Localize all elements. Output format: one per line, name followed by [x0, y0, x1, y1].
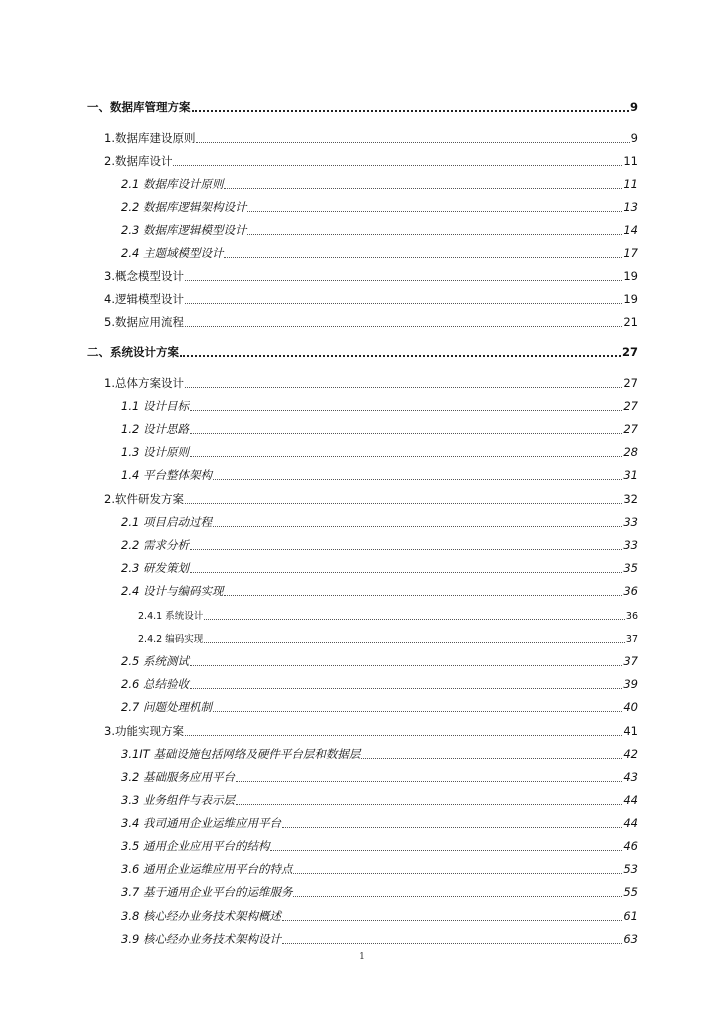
toc-entry[interactable]	[104, 375, 638, 391]
toc-entry-title: 3.5 通用企业应用平台的结构	[121, 839, 270, 853]
toc-entry[interactable]	[121, 769, 638, 785]
toc-entry-page: 33	[623, 515, 638, 529]
toc-entry[interactable]	[104, 723, 638, 739]
toc-leader-dots	[185, 303, 622, 304]
toc-entry-title: 2.1 项目启动过程	[121, 515, 212, 529]
toc-entry-title: 3.7 基于通用企业平台的运维服务	[121, 885, 293, 899]
toc-entry-page: 39	[623, 677, 638, 691]
toc-entry-title: 2.4 设计与编码实现	[121, 584, 224, 598]
toc-entry-title: 2.7 问题处理机制	[121, 700, 212, 714]
toc-entry[interactable]	[121, 560, 638, 576]
toc-entry-page: 55	[623, 885, 638, 899]
toc-entry-title: 3.9 核心经办业务技术架构设计	[121, 932, 281, 946]
toc-entry-title: 4.逻辑模型设计	[104, 292, 184, 306]
toc-entry-title: 1.总体方案设计	[104, 376, 184, 390]
toc-leader-dots	[204, 619, 625, 620]
toc-entry-title: 2.4 主题域模型设计	[121, 246, 224, 260]
toc-leader-dots	[213, 479, 622, 480]
toc-leader-dots	[173, 165, 622, 166]
toc-leader-dots	[224, 188, 622, 189]
toc-entry-page: 19	[623, 269, 638, 283]
toc-leader-dots	[190, 688, 622, 689]
toc-entry[interactable]	[121, 908, 638, 924]
toc-entry-title: 3.1IT 基础设施包括网络及硬件平台层和数据层	[121, 747, 361, 761]
toc-leader-dots	[224, 595, 622, 596]
toc-entry-title: 1.1 设计目标	[121, 399, 189, 413]
toc-leader-dots	[204, 642, 625, 643]
toc-leader-dots	[282, 920, 622, 921]
toc-entry[interactable]	[121, 467, 638, 483]
toc-entry[interactable]	[104, 291, 638, 307]
toc-entry-page: 11	[623, 154, 638, 168]
toc-entry-page: 27	[621, 345, 638, 359]
toc-entry[interactable]	[121, 537, 638, 553]
toc-entry[interactable]	[104, 153, 638, 169]
toc-entry[interactable]	[121, 653, 638, 669]
toc-entry-page: 28	[623, 445, 638, 459]
toc-entry-page: 9	[629, 100, 638, 114]
toc-leader-dots	[185, 326, 622, 327]
toc-entry[interactable]	[121, 792, 638, 808]
toc-entry-page: 53	[623, 862, 638, 876]
toc-entry-page: 37	[623, 654, 638, 668]
toc-leader-dots	[185, 387, 622, 388]
toc-entry-title: 1.2 设计思路	[121, 422, 189, 436]
toc-leader-dots	[190, 665, 622, 666]
toc-entry-page: 43	[623, 770, 638, 784]
toc-leader-dots	[270, 850, 622, 851]
toc-entry[interactable]	[121, 838, 638, 854]
toc-leader-dots	[192, 110, 629, 112]
toc-entry-title: 2.1 数据库设计原则	[121, 177, 224, 191]
toc-entry-title: 3.概念模型设计	[104, 269, 184, 283]
toc-leader-dots	[190, 572, 622, 573]
toc-entry[interactable]	[104, 491, 638, 507]
toc-entry-page: 42	[623, 747, 638, 761]
toc-entry-title: 一、数据库管理方案	[87, 100, 191, 114]
toc-leader-dots	[190, 410, 622, 411]
toc-entry[interactable]	[121, 746, 638, 762]
toc-entry-title: 3.功能实现方案	[104, 724, 184, 738]
toc-entry[interactable]	[87, 344, 638, 360]
toc-entry-page: 36	[623, 584, 638, 598]
toc-leader-dots	[213, 526, 622, 527]
toc-entry-title: 3.8 核心经办业务技术架构概述	[121, 909, 281, 923]
toc-entry-page: 14	[623, 223, 638, 237]
toc-entry-title: 二、系统设计方案	[87, 345, 179, 359]
toc-entry-title: 2.4.1 系统设计	[138, 611, 204, 622]
toc-leader-dots	[180, 355, 621, 357]
toc-entry-page: 61	[623, 909, 638, 923]
toc-entry-title: 5.数据应用流程	[104, 315, 184, 329]
toc-leader-dots	[236, 781, 622, 782]
toc-entry-page: 41	[623, 724, 638, 738]
toc-entry[interactable]	[121, 676, 638, 692]
toc-entry-title: 1.4 平台整体架构	[121, 468, 212, 482]
toc-leader-dots	[190, 433, 622, 434]
toc-entry-page: 27	[623, 422, 638, 436]
toc-entry[interactable]	[121, 398, 638, 414]
toc-entry[interactable]	[121, 245, 638, 261]
toc-entry-page: 9	[630, 131, 638, 145]
toc-entry[interactable]	[138, 608, 638, 622]
toc-entry[interactable]	[87, 99, 638, 115]
toc-leader-dots	[185, 503, 622, 504]
toc-entry-page: 44	[623, 816, 638, 830]
toc-entry[interactable]	[121, 199, 638, 215]
toc-leader-dots	[224, 257, 622, 258]
toc-leader-dots	[196, 142, 629, 143]
toc-entry-page: 44	[623, 793, 638, 807]
toc-leader-dots	[293, 896, 622, 897]
toc-entry-title: 3.6 通用企业运维应用平台的特点	[121, 862, 293, 876]
toc-entry[interactable]	[121, 815, 638, 831]
toc-entry-title: 1.3 设计原则	[121, 445, 189, 459]
toc-entry-page: 27	[623, 399, 638, 413]
toc-entry[interactable]	[121, 699, 638, 715]
toc-leader-dots	[282, 827, 622, 828]
toc-leader-dots	[236, 804, 622, 805]
toc-leader-dots	[190, 549, 622, 550]
toc-leader-dots	[361, 758, 622, 759]
toc-leader-dots	[185, 280, 622, 281]
page-number-footer: 1	[359, 952, 365, 962]
toc-entry-title: 2.软件研发方案	[104, 492, 184, 506]
toc-entry-title: 3.4 我司通用企业运维应用平台	[121, 816, 281, 830]
toc-entry[interactable]	[121, 931, 638, 947]
toc-entry-page: 17	[623, 246, 638, 260]
toc-leader-dots	[190, 456, 622, 457]
toc-entry-title: 1.数据库建设原则	[104, 131, 196, 145]
toc-entry-page: 63	[623, 932, 638, 946]
toc-entry-title: 2.6 总结验收	[121, 677, 189, 691]
toc-leader-dots	[293, 873, 622, 874]
toc-entry-page: 40	[623, 700, 638, 714]
toc-entry-title: 3.2 基础服务应用平台	[121, 770, 235, 784]
toc-entry-title: 2.5 系统测试	[121, 654, 189, 668]
toc-entry-page: 35	[623, 561, 638, 575]
toc-entry-page: 31	[623, 468, 638, 482]
toc-leader-dots	[247, 211, 622, 212]
toc-entry-page: 27	[623, 376, 638, 390]
toc-entry-page: 33	[623, 538, 638, 552]
toc-entry[interactable]	[121, 583, 638, 599]
toc-entry-title: 2.2 需求分析	[121, 538, 189, 552]
toc-entry[interactable]	[121, 176, 638, 192]
toc-entry-page: 32	[623, 492, 638, 506]
toc-entry[interactable]	[121, 421, 638, 437]
toc-entry-page: 37	[625, 634, 638, 645]
toc-leader-dots	[213, 711, 622, 712]
toc-entry[interactable]	[104, 268, 638, 284]
toc-leader-dots	[185, 735, 622, 736]
toc-entry[interactable]	[121, 861, 638, 877]
toc-entry-page: 21	[623, 315, 638, 329]
toc-entry-page: 36	[625, 611, 638, 622]
toc-entry[interactable]	[104, 314, 638, 330]
toc-entry-title: 2.3 数据库逻辑模型设计	[121, 223, 247, 237]
toc-entry-title: 3.3 业务组件与表示层	[121, 793, 235, 807]
toc-entry-title: 2.2 数据库逻辑架构设计	[121, 200, 247, 214]
toc-entry[interactable]	[121, 884, 638, 900]
toc-leader-dots	[282, 943, 622, 944]
toc-entry-title: 2.4.2 编码实现	[138, 634, 204, 645]
toc-entry-page: 11	[623, 177, 638, 191]
toc-entry[interactable]	[121, 444, 638, 460]
toc-entry[interactable]	[121, 222, 638, 238]
toc-entry-page: 46	[623, 839, 638, 853]
toc-entry[interactable]	[138, 631, 638, 645]
toc-entry-title: 2.数据库设计	[104, 154, 173, 168]
toc-entry[interactable]	[104, 130, 638, 146]
toc-entry-title: 2.3 研发策划	[121, 561, 189, 575]
toc-leader-dots	[247, 234, 622, 235]
toc-entry-page: 13	[623, 200, 638, 214]
toc-entry[interactable]	[121, 514, 638, 530]
toc-entry-page: 19	[623, 292, 638, 306]
